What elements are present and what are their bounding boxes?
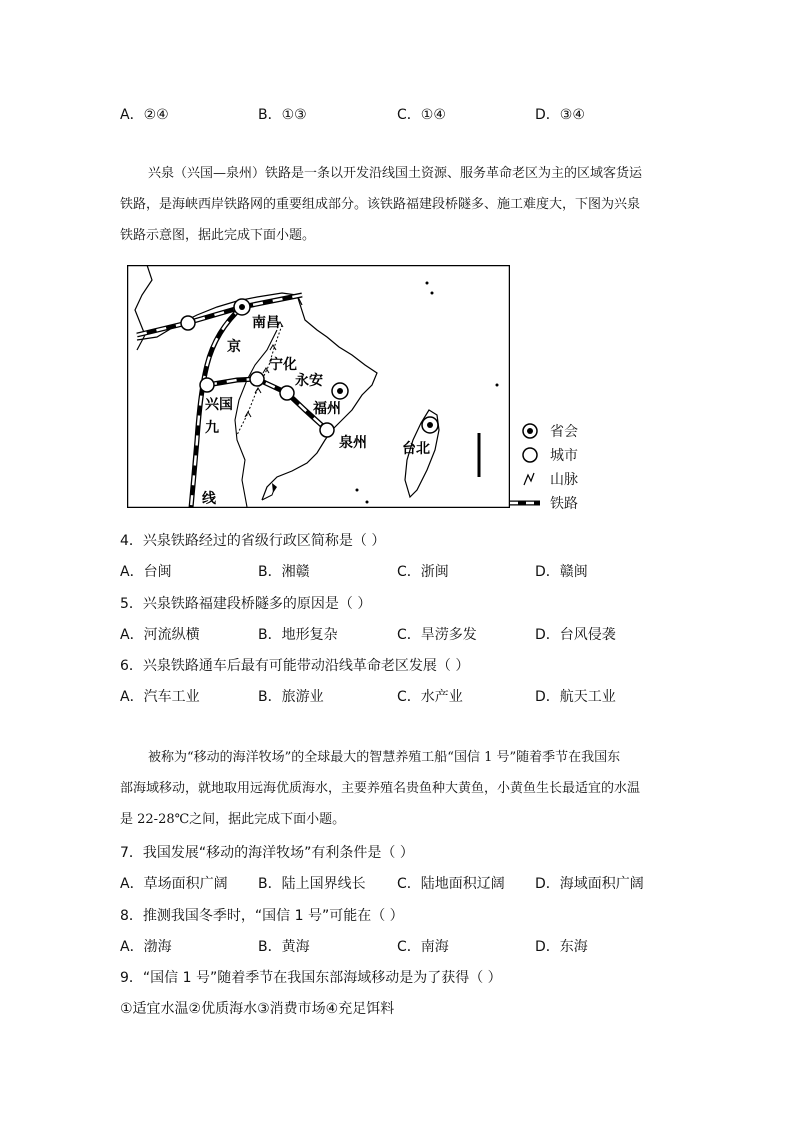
city-icon (520, 445, 540, 465)
q5-option-a[interactable]: A．河流纵横 (120, 627, 200, 643)
q6-option-c[interactable]: C．水产业 (397, 689, 463, 705)
q3-option-b[interactable]: B．①③ (258, 107, 307, 123)
q7-option-b[interactable]: B．陆上国界线长 (258, 876, 366, 892)
railway-map (127, 265, 510, 508)
label-taibei: 台北 (402, 441, 430, 457)
passage-line: 铁路，是海峡西岸铁路网的重要组成部分。该铁路福建段桥隧多、施工难度大，下图为兴泉 (120, 197, 641, 212)
island (496, 384, 499, 387)
q5-option-c[interactable]: C．旱涝多发 (397, 627, 477, 643)
city-marker-xingguo (200, 378, 214, 392)
passage-line: 部海域移动，就地取用远海优质海水，主要养殖名贵鱼种大黄鱼，小黄鱼生长最适宜的水温 (120, 781, 641, 796)
q6-option-a[interactable]: A．汽车工业 (120, 689, 200, 705)
q4-option-a[interactable]: A．台闽 (120, 564, 172, 580)
label-nanchang: 南昌 (252, 315, 280, 331)
passage-line: 是 22-28℃之间，据此完成下面小题。 (120, 812, 346, 827)
q8-option-b[interactable]: B．黄海 (258, 939, 310, 955)
q8-option-c[interactable]: C．南海 (397, 939, 449, 955)
q6-option-d[interactable]: D．航天工业 (535, 689, 616, 705)
q4-stem: 4．兴泉铁路经过的省级行政区简称是（ ） (120, 533, 386, 549)
legend-capital-label: 省会 (550, 424, 578, 440)
q6-option-b[interactable]: B．旅游业 (258, 689, 324, 705)
label-jing: 京 (227, 339, 241, 355)
island (356, 489, 359, 492)
island (426, 282, 429, 285)
label-xian: 线 (202, 491, 216, 507)
label-xingguo: 兴国 (205, 397, 233, 413)
passage-line: 被称为“移动的海洋牧场”的全球最大的智慧养殖工船“国信 1 号”随着季节在我国东 (148, 750, 621, 765)
q7-options (120, 873, 680, 893)
capital-dot (427, 422, 433, 428)
q7-option-c[interactable]: C．陆地面积辽阔 (397, 876, 505, 892)
q4-options (120, 561, 680, 581)
capital-dot (239, 304, 245, 310)
q3-option-a[interactable]: A．②④ (120, 107, 169, 123)
label-quanzhou: 泉州 (339, 435, 367, 451)
q9-items: ①适宜水温②优质海水③消费市场④充足饵料 (120, 1001, 395, 1017)
island (431, 292, 434, 295)
q5-stem: 5．兴泉铁路福建段桥隧多的原因是（ ） (120, 596, 372, 612)
q6-options (120, 686, 680, 706)
q8-stem: 8．推测我国冬季时，“国信 1 号”可能在（ ） (120, 908, 404, 924)
railway-legend-icon (510, 493, 540, 513)
q9-stem: 9．“国信 1 号”随着季节在我国东部海域移动是为了获得（ ） (120, 970, 502, 986)
legend-railway-label: 铁路 (550, 496, 578, 512)
q3-option-d[interactable]: D．③④ (535, 107, 585, 123)
label-fuzhou: 福州 (313, 401, 341, 417)
city-marker-quanzhou (320, 423, 334, 437)
q5-option-b[interactable]: B．地形复杂 (258, 627, 338, 643)
q4-option-b[interactable]: B．湘赣 (258, 564, 310, 580)
q8-options (120, 936, 680, 956)
q6-stem: 6．兴泉铁路通车后最有可能带动沿线革命老区发展（ ） (120, 658, 470, 674)
legend-mountain-label: 山脉 (550, 472, 578, 488)
passage-line: 兴泉（兴国—泉州）铁路是一条以开发沿线国土资源、服务革命老区为主的区域客货运 (148, 166, 643, 181)
q3-options (120, 104, 680, 124)
label-jiu: 九 (205, 420, 219, 436)
label-yongan: 永安 (295, 373, 323, 389)
city-marker-ninghua (250, 372, 264, 386)
q5-options (120, 624, 680, 644)
q8-option-d[interactable]: D．东海 (535, 939, 588, 955)
q5-option-d[interactable]: D．台风侵袭 (535, 627, 616, 643)
capital-icon (520, 421, 540, 441)
capital-dot (337, 388, 343, 394)
city-marker (181, 316, 195, 330)
q8-option-a[interactable]: A．渤海 (120, 939, 172, 955)
legend-city-label: 城市 (550, 448, 578, 464)
passage-xingquan (120, 158, 676, 251)
q7-stem: 7．我国发展“移动的海洋牧场”有利条件是（ ） (120, 845, 414, 861)
q4-option-c[interactable]: C．浙闽 (397, 564, 449, 580)
island (366, 501, 369, 504)
city-marker-yongan (280, 386, 294, 400)
q4-option-d[interactable]: D．赣闽 (535, 564, 588, 580)
label-ninghua: 宁化 (269, 357, 297, 373)
q7-option-d[interactable]: D．海域面积广阔 (535, 876, 644, 892)
passage-line: 铁路示意图，据此完成下面小题。 (120, 228, 316, 243)
passage-guoxin (120, 742, 676, 835)
q7-option-a[interactable]: A．草场面积广阔 (120, 876, 228, 892)
q3-option-c[interactable]: C．①④ (397, 107, 446, 123)
mountain-legend-icon (520, 469, 540, 489)
